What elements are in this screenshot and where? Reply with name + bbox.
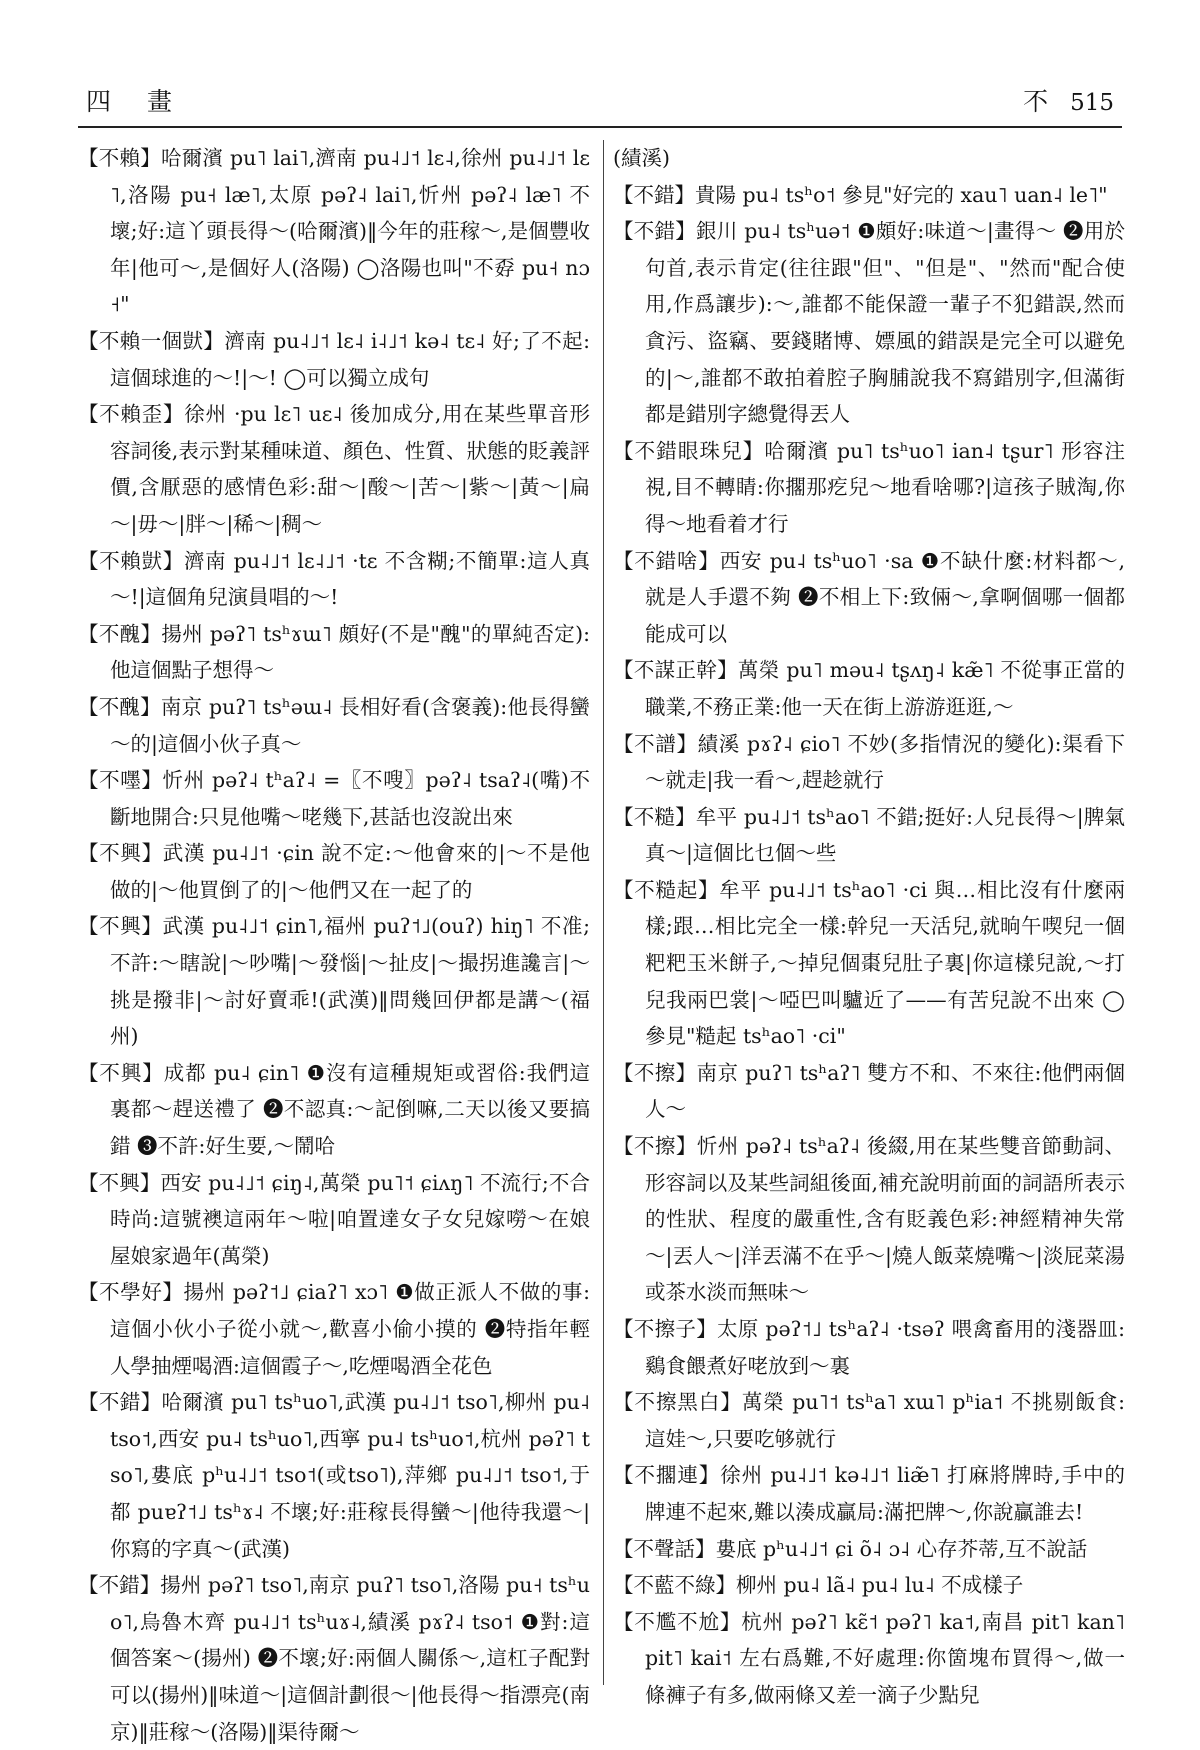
dictionary-entry: 【不錯啥】西安 pu˨ tsʰuo˥ ·sa ❶不缺什麼:材料都～,就是人手還不夠 ❷不相上下:致倆～,拿啊個哪一個都能成可以 [613,548,1125,646]
dictionary-entry: 【不賴獃】濟南 pu˨˩˦ lɛ˨˩˦ ·tɛ 不含糊;不簡單:這人真～!|這個角兒演員唱的～! [78,548,590,610]
dictionary-entry: 【不興】西安 pu˨˩˦ ɕiŋ˨,萬榮 pu˥˦ ɕiʌŋ˥ 不流行;不合時尚:這號襖這兩年～啦|咱置達女子女兒嫁嘮～在娘屋娘家過年(萬榮) [78,1170,590,1268]
dictionary-entry: 【不賴歪】徐州 ·pu lɛ˥ uɛ˨ 後加成分,用在某些單音形容詞後,表示對某種味道、顏色、性質、狀態的貶義評價,含厭惡的感情色彩:甜～|酸～|苦～|紫～|黃～|扁～|毋～|胖～|稀～|稠～ [78,402,590,536]
dictionary-entry: 【不錯】銀川 pu˨ tsʰuə˦ ❶頗好:味道～|畫得～ ❷用於句首,表示肯定(往往跟"但"、"但是"、"然而"配合使用,作爲讓步):～,誰都不能保證一輩子不犯錯誤,然而貪污、盜竊、要錢賭博、嫖風的錯誤是完全可以避免的|～,誰都不敢拍着腔子胸脯說我不寫錯別字,但滿街都是錯別字總覺得丟人 [613,219,1125,427]
head-character: 不 [1023,87,1049,116]
dictionary-entry: 【不擦】南京 puʔ˥ tsʰaʔ˥ 雙方不和、不來往:他們兩個人～ [613,1060,1125,1122]
dictionary-entry: 【不尷不尬】杭州 pəʔ˥ kɛ̃˦ pəʔ˥ ka˦,南昌 pit˥ kan˥ pit˥ kai˦ 左右爲難,不好處理:你箇塊布買得～,做一條褲子有多,做兩條又差一滴子少點兒 [613,1609,1125,1707]
dictionary-entry: 【不擦】忻州 pəʔ˨ tsʰaʔ˨ 後綴,用在某些雙音節動詞、形容詞以及某些詞組後面,補充說明前面的詞語所表示的性狀、程度的嚴重性,含有貶義色彩:神經精神失常～|丟人～|洋丟滿不在乎～|燒人飯菜燒嘴～|淡屁菜湯或茶水淡而無味～ [613,1134,1125,1305]
running-head [1023,82,1114,118]
section-title: 四 畫 [86,87,186,116]
dictionary-entry: 【不賴一個獃】濟南 pu˨˩˦ lɛ˨ i˨˩˦ kə˨ tɛ˨ 好;了不起:這個球進的～!|～! ◯可以獨立成句 [78,328,590,390]
dictionary-entry: 【不興】武漢 pu˨˩˦ ·ɕin 說不定:～他會來的|～不是他做的|～他買倒了的|～他們又在一起了的 [78,841,590,902]
dictionary-entry: 【不擦黑白】萬榮 pu˥˦ tsʰa˥ xɯ˥ pʰia˦ 不挑剔飯食:這娃～,只要吃够就行 [613,1390,1125,1451]
dictionary-entry: 【不錯】揚州 pəʔ˥ tso˥,南京 puʔ˥ tso˥,洛陽 pu˧ tsʰuo˥,烏魯木齊 pu˨˩˦ tsʰuɤ˨,績溪 pɤʔ˨ tso˦ ❶對:這個答案～(揚州) ❷不壞;好:兩個人關係～,這杠子配對可以(揚州)‖味道～|這個計劃很～|他長得～指漂亮(南京)‖莊稼～(洛陽)‖渠待爾～ [78,1573,590,1744]
dictionary-entry: 【不錯】貴陽 pu˨ tsʰo˦ 參見"好完的 xau˥ uan˨ le˥" [613,182,1108,207]
dictionary-entry: (績溪) [613,146,670,170]
dictionary-entry: 【不糙起】牟平 pu˨˩˦ tsʰao˥ ·ci 與…相比沒有什麼兩樣;跟…相比完全一樣:幹兒一天活兒,就晌午喫兒一個粑粑玉米餅子,～掉兒個棗兒肚子裏|你這樣兒說,～打兒我兩巴裳|～啞巴叫驢近了——有苦兒說不出來 ◯參見"糙起 tsʰao˥ ·ci" [613,877,1125,1049]
dictionary-entry: 【不錯】哈爾濱 pu˥ tsʰuo˥,武漢 pu˨˩˦ tso˥,柳州 pu˨ tso˦,西安 pu˨ tsʰuo˥,西寧 pu˨ tsʰuo˦,杭州 pəʔ˥ tso˥,婁底 pʰu˨˩˦ tso˦(或tso˥),萍鄉 pu˨˩˦ tso˦,于都 puɐʔ˦˩ tsʰɤ˨ 不壞;好:莊稼長得蠻～|他待我還～|你寫的字真～(武漢) [78,1390,590,1561]
left-column [78,140,590,1750]
right-column [613,140,1125,1714]
dictionary-entry: 【不賴】哈爾濱 pu˥ lai˥,濟南 pu˨˩˦ lɛ˨,徐州 pu˨˩˦ lɛ˥,洛陽 pu˧ læ˥,太原 pəʔ˨ lai˥,忻州 pəʔ˨ læ˥ 不壞;好:這丫頭長得～(哈爾濱)‖今年的莊稼～,是個豐收年|他可～,是個好人(洛陽) ◯洛陽也叫"不孬 pu˧ nɔ˧" [78,146,590,317]
dictionary-entry: 【不譜】績溪 pɤʔ˨ ɕio˥ 不妙(多指情況的變化):渠看下～就走|我一看～,趕趁就行 [613,731,1125,793]
dictionary-entry: 【不藍不綠】柳州 pu˨ lã˨ pu˨ lu˨ 不成樣子 [613,1573,1024,1598]
dictionary-entry: 【不醜】南京 puʔ˥ tsʰəɯ˨ 長相好看(含褒義):他長得蠻～的|這個小伙子真～ [78,694,590,756]
dictionary-entry: 【不糙】牟平 pu˨˩˦ tsʰao˥ 不錯;挺好:人兒長得～|脾氣真～|這個比乜個～些 [613,804,1125,866]
dictionary-entry: 【不醜】揚州 pəʔ˥ tsʰɤɯ˥ 頗好(不是"醜"的單純否定):他這個點子想得～ [78,621,590,683]
dictionary-entry: 【不興】武漢 pu˨˩˦ ɕin˥,福州 puʔ˦˩(ouʔ) hiŋ˥ 不准;不許:～瞎說|～吵嘴|～發惱|～扯皮|～撮拐進讒言|～挑是撥非|～討好賣乖!(武漢)‖問幾回伊都是講～(福州) [78,914,590,1049]
column-divider [603,140,604,1685]
page-number: 515 [1070,90,1114,116]
dictionary-entry: 【不聲話】婁底 pʰu˨˩˦ ɕi õ˨ ɔ˨ 心存芥蒂,互不說話 [613,1536,1088,1561]
page-header [78,78,1122,128]
dictionary-entry: 【不學好】揚州 pəʔ˦˩ ɕiaʔ˥ xɔ˥ ❶做正派人不做的事:這個小伙小子從小就～,歡喜小偷小摸的 ❷特指年輕人學抽煙喝酒:這個霞子～,吃煙喝酒全花色 [78,1280,590,1378]
dictionary-entry: 【不興】成都 pu˨ ɕin˥ ❶沒有這種規矩或習俗:我們這裏都～趕送禮了 ❷不認真:～記倒嘛,二天以後又要搞錯 ❸不許:好生要,～鬧哈 [78,1060,590,1159]
dictionary-entry: 【不擦子】太原 pəʔ˦˩ tsʰaʔ˨ ·tsəʔ 喂禽畜用的淺器皿:鷄食餵煮好咾放到～裏 [613,1317,1125,1378]
dictionary-entry: 【不擱連】徐州 pu˨˩˦ kə˨˩˦ liæ̃˥ 打麻將牌時,手中的牌連不起來,難以湊成贏局:滿把牌～,你說贏誰去! [613,1463,1125,1524]
dictionary-entry: 【不謀正幹】萬榮 pu˥ məu˨ tʂʌŋ˨ kæ̃˥ 不從事正當的職業,不務正業:他一天在街上游游逛逛,～ [613,658,1125,719]
dictionary-entry: 【不錯眼珠兒】哈爾濱 pu˥ tsʰuo˥ ian˨ tʂur˥ 形容注視,目不轉睛:你擱那疙兒～地看啥哪?|這孩子賊淘,你得～地看着才行 [613,438,1125,536]
dictionary-entry: 【不嚜】忻州 pəʔ˨ tʰaʔ˨ =〖不嗖〗pəʔ˨ tsaʔ˨(嘴)不斷地開合:只見他嘴～咾幾下,甚話也沒說出來 [78,768,590,829]
